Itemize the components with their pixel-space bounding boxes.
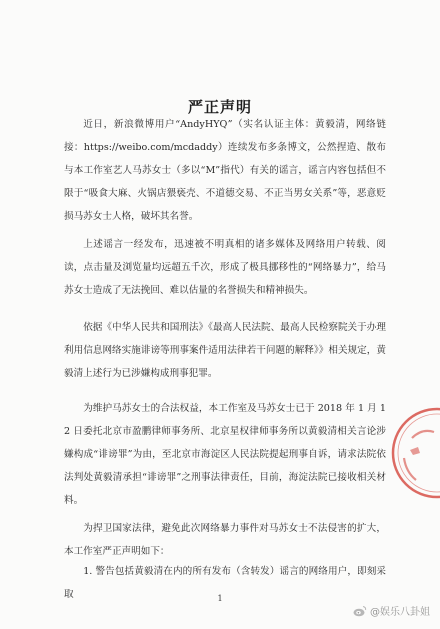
paragraph-4: 为维护马苏女士的合法权益，本工作室及马苏女士已于 2018 年 1 月 12 日委托北京市盈鹏律师事务所、北京星权律师事务所以黄毅清相关言论涉嫌构成“诽谤罪”为由，至北京市海淀区人民法院提起刑事自诉，请求法院依法判处黄毅清承担“诽谤罪”之刑事法律责任，目前，海淀法院已接收相关材料。 (64, 403, 386, 506)
weibo-watermark (353, 603, 430, 618)
official-seal-stamp (382, 398, 440, 508)
paragraph-1: 近日，新浪微博用户“AndyHYQ”（实名认证主体：黄毅清，网络链接：https://weibo.com/mcdaddy）连续发布多条博文，公然捏造、散布与本工作室艺人马苏女士（多以“M”指代）有关的谣言，谣言内容包括但不限于“吸食大麻、火锅店猥亵壳、不道德交易、不正当男女关系”等，恶意贬损马苏女士人格，破坏其名誉。 (64, 119, 386, 222)
paragraph-5: 为捍卫国家法律，避免此次网络暴力事件对马苏女士不法侵害的扩大，本工作室严正声明如下： (64, 523, 386, 557)
paragraph-6: 1. 警告包括黄毅清在内的所有发布（含转发）谣言的网络用户，即刻采取 (64, 566, 386, 600)
page-number: 1 (217, 594, 223, 603)
paragraph-2: 上述谣言一经发布，迅速被不明真相的诸多媒体及网络用户转载、阅读，点击量及浏览量均远超五千次，形成了极具挪移性的“网络暴力”，给马苏女士造成了无法挽回、难以估量的名誉损失和精神损失。 (64, 239, 386, 296)
page-title: 严正声明 (187, 98, 252, 116)
watermark-text: @娱乐八卦姐 (370, 607, 430, 618)
paragraph-3: 依据《中华人民共和国刑法》《最高人民法院、最高人民检察院关于办理利用信息网络实施诽谤等刑事案件适用法律若干问题的解释》》相关规定，黄毅清上述行为已涉嫌构成刑事犯罪。 (64, 322, 386, 379)
weibo-icon (353, 605, 367, 617)
